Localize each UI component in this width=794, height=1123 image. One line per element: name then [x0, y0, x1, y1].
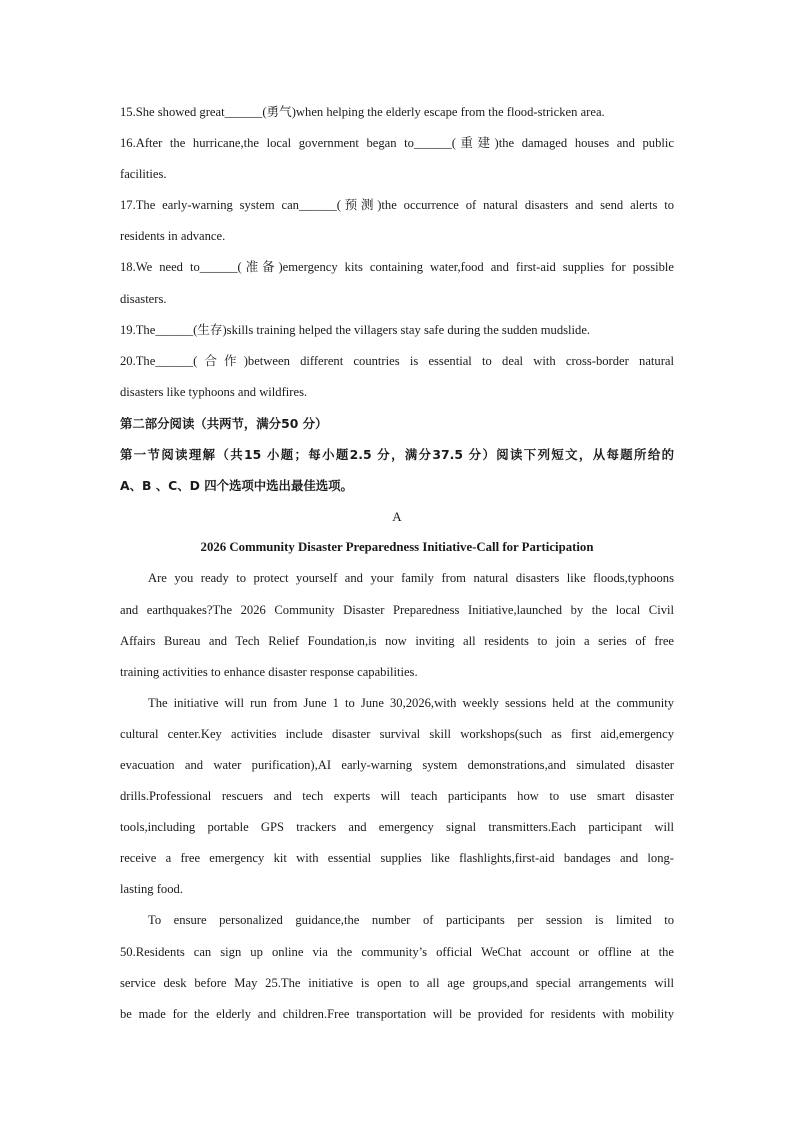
- question-20: [120, 346, 674, 408]
- paragraph-line: lasting food.: [120, 882, 183, 897]
- question-line: 17.The early-warning system can______(预测)the occurrence of natural disasters and send alerts to: [120, 198, 674, 213]
- question-18: [120, 252, 674, 314]
- passage-letter: A: [392, 509, 402, 525]
- paragraph-line: training activities to enhance disaster response capabilities.: [120, 664, 418, 679]
- paragraph-line: be made for the elderly and children.Free transportation will be provided for residents with mobility: [120, 1006, 674, 1021]
- paragraph-line: cultural center.Key activities include disaster survival skill workshops(such as first aid,emergency: [120, 726, 674, 741]
- question-16: [120, 128, 674, 190]
- question-line: 15.She showed great______(勇气)when helping the elderly escape from the flood-stricken area.: [120, 105, 605, 119]
- question-line: residents in advance.: [120, 229, 226, 244]
- paragraph-2: [120, 688, 674, 906]
- paragraph-line: Affairs Bureau and Tech Relief Foundation,is now inviting all residents to join a series of free: [120, 633, 674, 648]
- question-19: [120, 315, 674, 346]
- question-line: 19.The______(生存)skills training helped the villagers stay safe during the sudden mudslide.: [120, 322, 591, 337]
- question-line: disasters.: [120, 291, 167, 306]
- part2-heading: 第二部分阅读（共两节，满分50 分）: [120, 415, 328, 431]
- question-line: facilities.: [120, 167, 167, 182]
- passage-title: 2026 Community Disaster Preparedness Initiative-Call for Participation: [200, 540, 594, 555]
- section1-heading-line2: A、B 、C、D 四个选项中选出最佳选项。: [120, 478, 353, 494]
- question-line: 18.We need to______(准备)emergency kits containing water,food and first-aid supplies for possible: [120, 260, 674, 275]
- paragraph-line: drills.Professional rescuers and tech experts will teach participants how to use smart disaster: [120, 789, 674, 804]
- question-line: disasters like typhoons and wildfires.: [120, 384, 308, 399]
- paragraph-line: tools,including portable GPS trackers and emergency signal transmitters.Each participant will: [120, 820, 674, 835]
- paragraph-line: 50.Residents can sign up online via the community’s official WeChat account or offline at the: [120, 944, 674, 959]
- question-line: 16.After the hurricane,the local government began to______(重建)the damaged houses and public: [120, 136, 674, 151]
- question-15: [120, 97, 674, 128]
- paragraph-line: receive a free emergency kit with essential supplies like flashlights,first-aid bandages and long-: [120, 851, 674, 866]
- paragraph-1: [120, 563, 674, 687]
- question-17: [120, 190, 674, 252]
- document-page: [120, 97, 674, 1030]
- paragraph-line: service desk before May 25.The initiative is open to all age groups,and special arrangements will: [120, 975, 674, 990]
- paragraph-line: and earthquakes?The 2026 Community Disaster Preparedness Initiative,launched by the local Civil: [120, 602, 674, 617]
- paragraph-line: The initiative will run from June 1 to June 30,2026,with weekly sessions held at the community: [148, 695, 674, 710]
- paragraph-line: To ensure personalized guidance,the number of participants per session is limited to: [148, 913, 674, 928]
- paragraph-line: evacuation and water purification),AI early-warning system demonstrations,and simulated disaster: [120, 757, 674, 772]
- section1-heading-line1: 第一节阅读理解（共15 小题；每小题2.5 分，满分37.5 分）阅读下列短文，从每题所给的: [120, 447, 674, 463]
- paragraph-line: Are you ready to protect yourself and your family from natural disasters like floods,typhoons: [148, 571, 674, 586]
- question-line: 20.The______(合作)between different countries is essential to deal with cross-border natural: [120, 353, 674, 368]
- paragraph-3: [120, 905, 674, 1029]
